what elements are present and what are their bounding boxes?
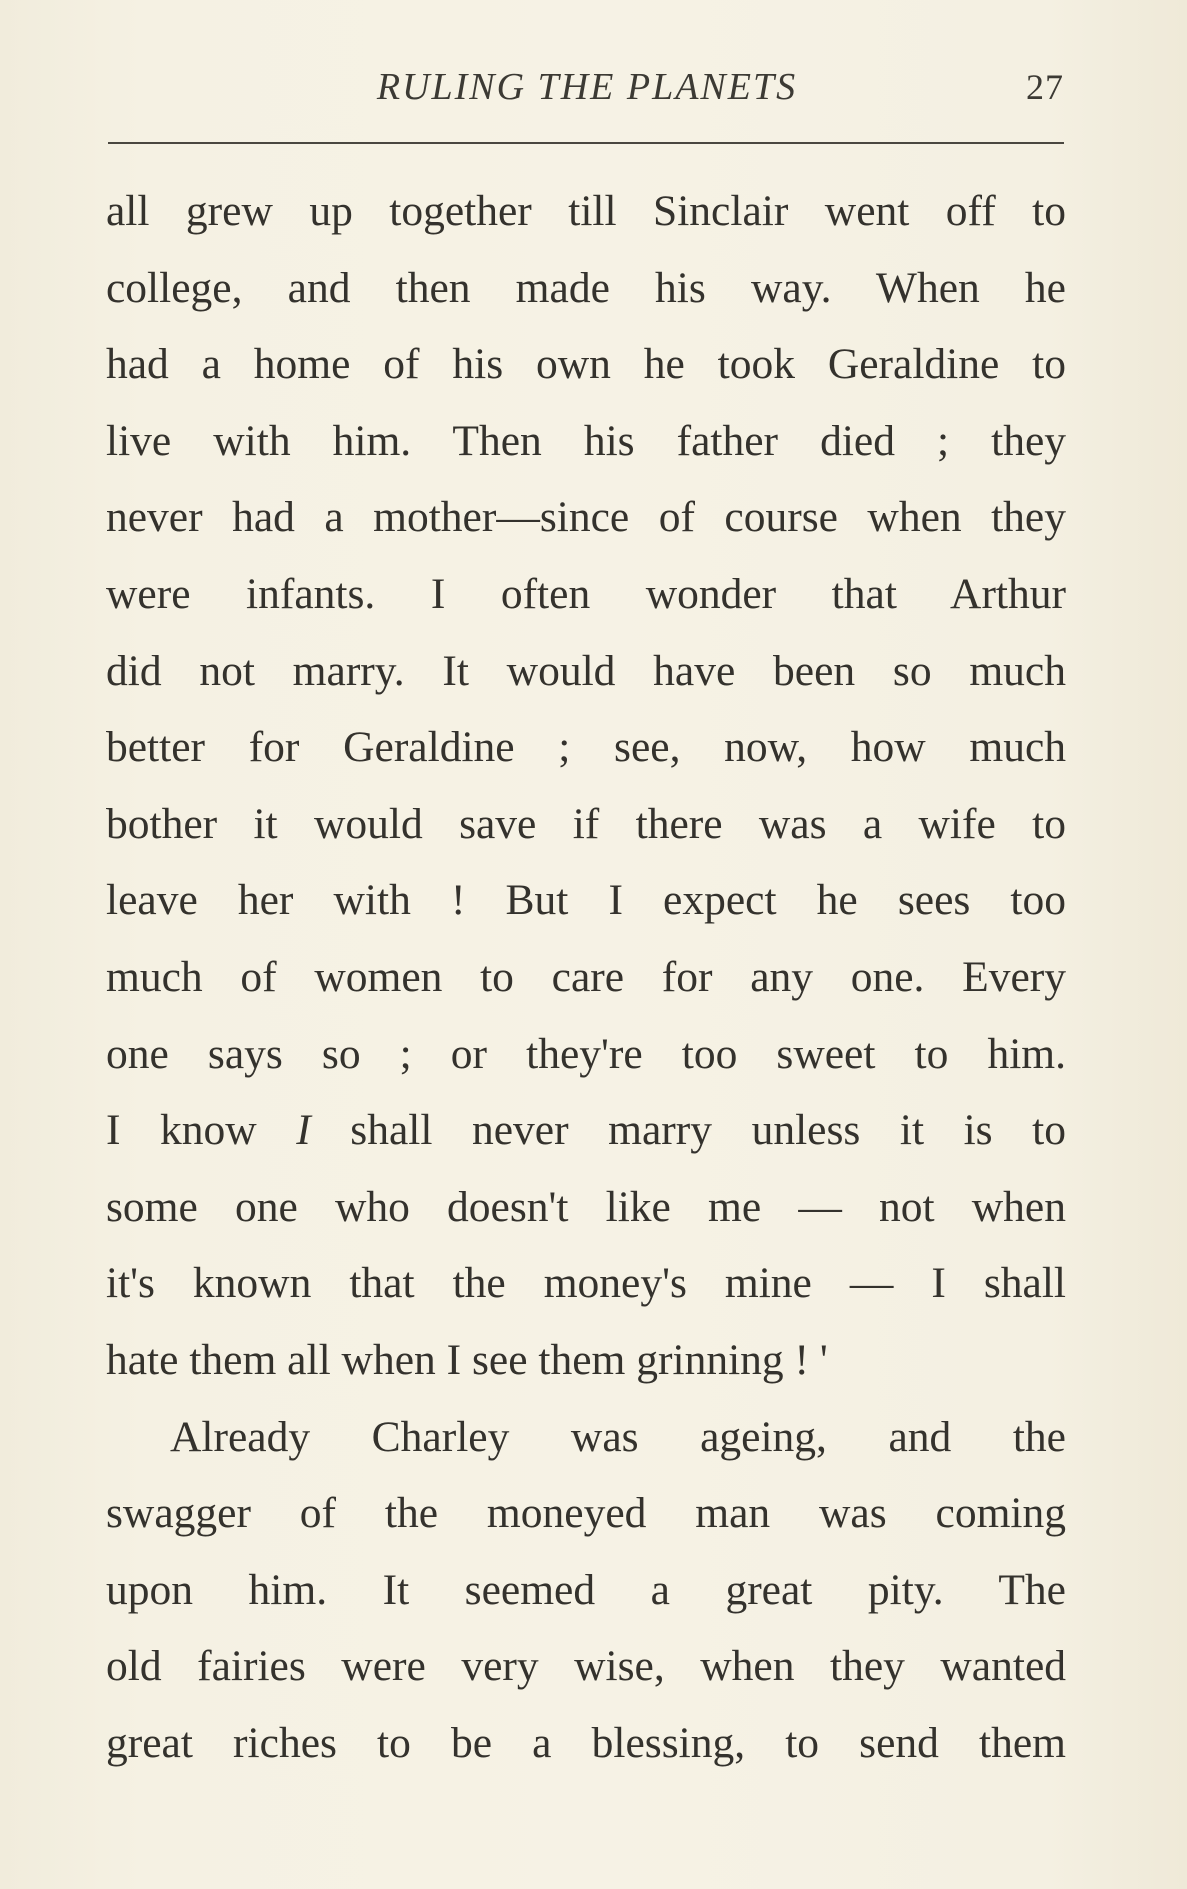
text-line: better for Geraldine ; see, now, how much bbox=[106, 723, 1066, 772]
text-line: swagger of the moneyed man was coming bbox=[106, 1489, 1066, 1538]
text-line: leave her with ! But I expect he sees too bbox=[106, 876, 1066, 925]
body-text bbox=[106, 173, 1066, 1781]
text-fragment: shall never marry unless it is to bbox=[310, 1106, 1066, 1155]
page-number: 27 bbox=[1026, 67, 1064, 107]
text-line: college, and then made his way. When he bbox=[106, 263, 1066, 312]
text-line: some one who doesn't like me — not when bbox=[106, 1182, 1066, 1231]
running-title: RULING THE PLANETS bbox=[376, 66, 798, 108]
text-line: all grew up together till Sinclair went off to bbox=[106, 187, 1066, 235]
text-line: bother it would save if there was a wife to bbox=[106, 799, 1066, 848]
text-line: much of women to care for any one. Every bbox=[106, 952, 1066, 1001]
text-line: Already Charley was ageing, and the bbox=[170, 1412, 1066, 1461]
text-line: were infants. I often wonder that Arthur bbox=[106, 569, 1066, 618]
text-line: had a home of his own he took Geraldine to bbox=[106, 340, 1066, 389]
text-fragment: I know bbox=[106, 1106, 297, 1155]
running-head bbox=[108, 62, 1066, 112]
text-line: one says so ; or they're too sweet to him. bbox=[106, 1029, 1066, 1078]
text-line: it's known that the money's mine — I shall bbox=[106, 1259, 1066, 1308]
text-line: upon him. It seemed a great pity. The bbox=[106, 1565, 1066, 1614]
italic-emphasis: I bbox=[296, 1106, 311, 1155]
text-line: did not marry. It would have been so much bbox=[106, 646, 1066, 695]
text-line: hate them all when I see them grinning ! ' bbox=[106, 1335, 828, 1384]
text-line: live with him. Then his father died ; they bbox=[106, 416, 1066, 465]
text-line: never had a mother—since of course when they bbox=[106, 493, 1066, 542]
text-line: old fairies were very wise, when they wanted bbox=[106, 1642, 1066, 1691]
text-line: great riches to be a blessing, to send them bbox=[106, 1718, 1066, 1767]
text-line-with-emphasis bbox=[106, 1092, 1066, 1169]
header-rule bbox=[108, 142, 1064, 144]
